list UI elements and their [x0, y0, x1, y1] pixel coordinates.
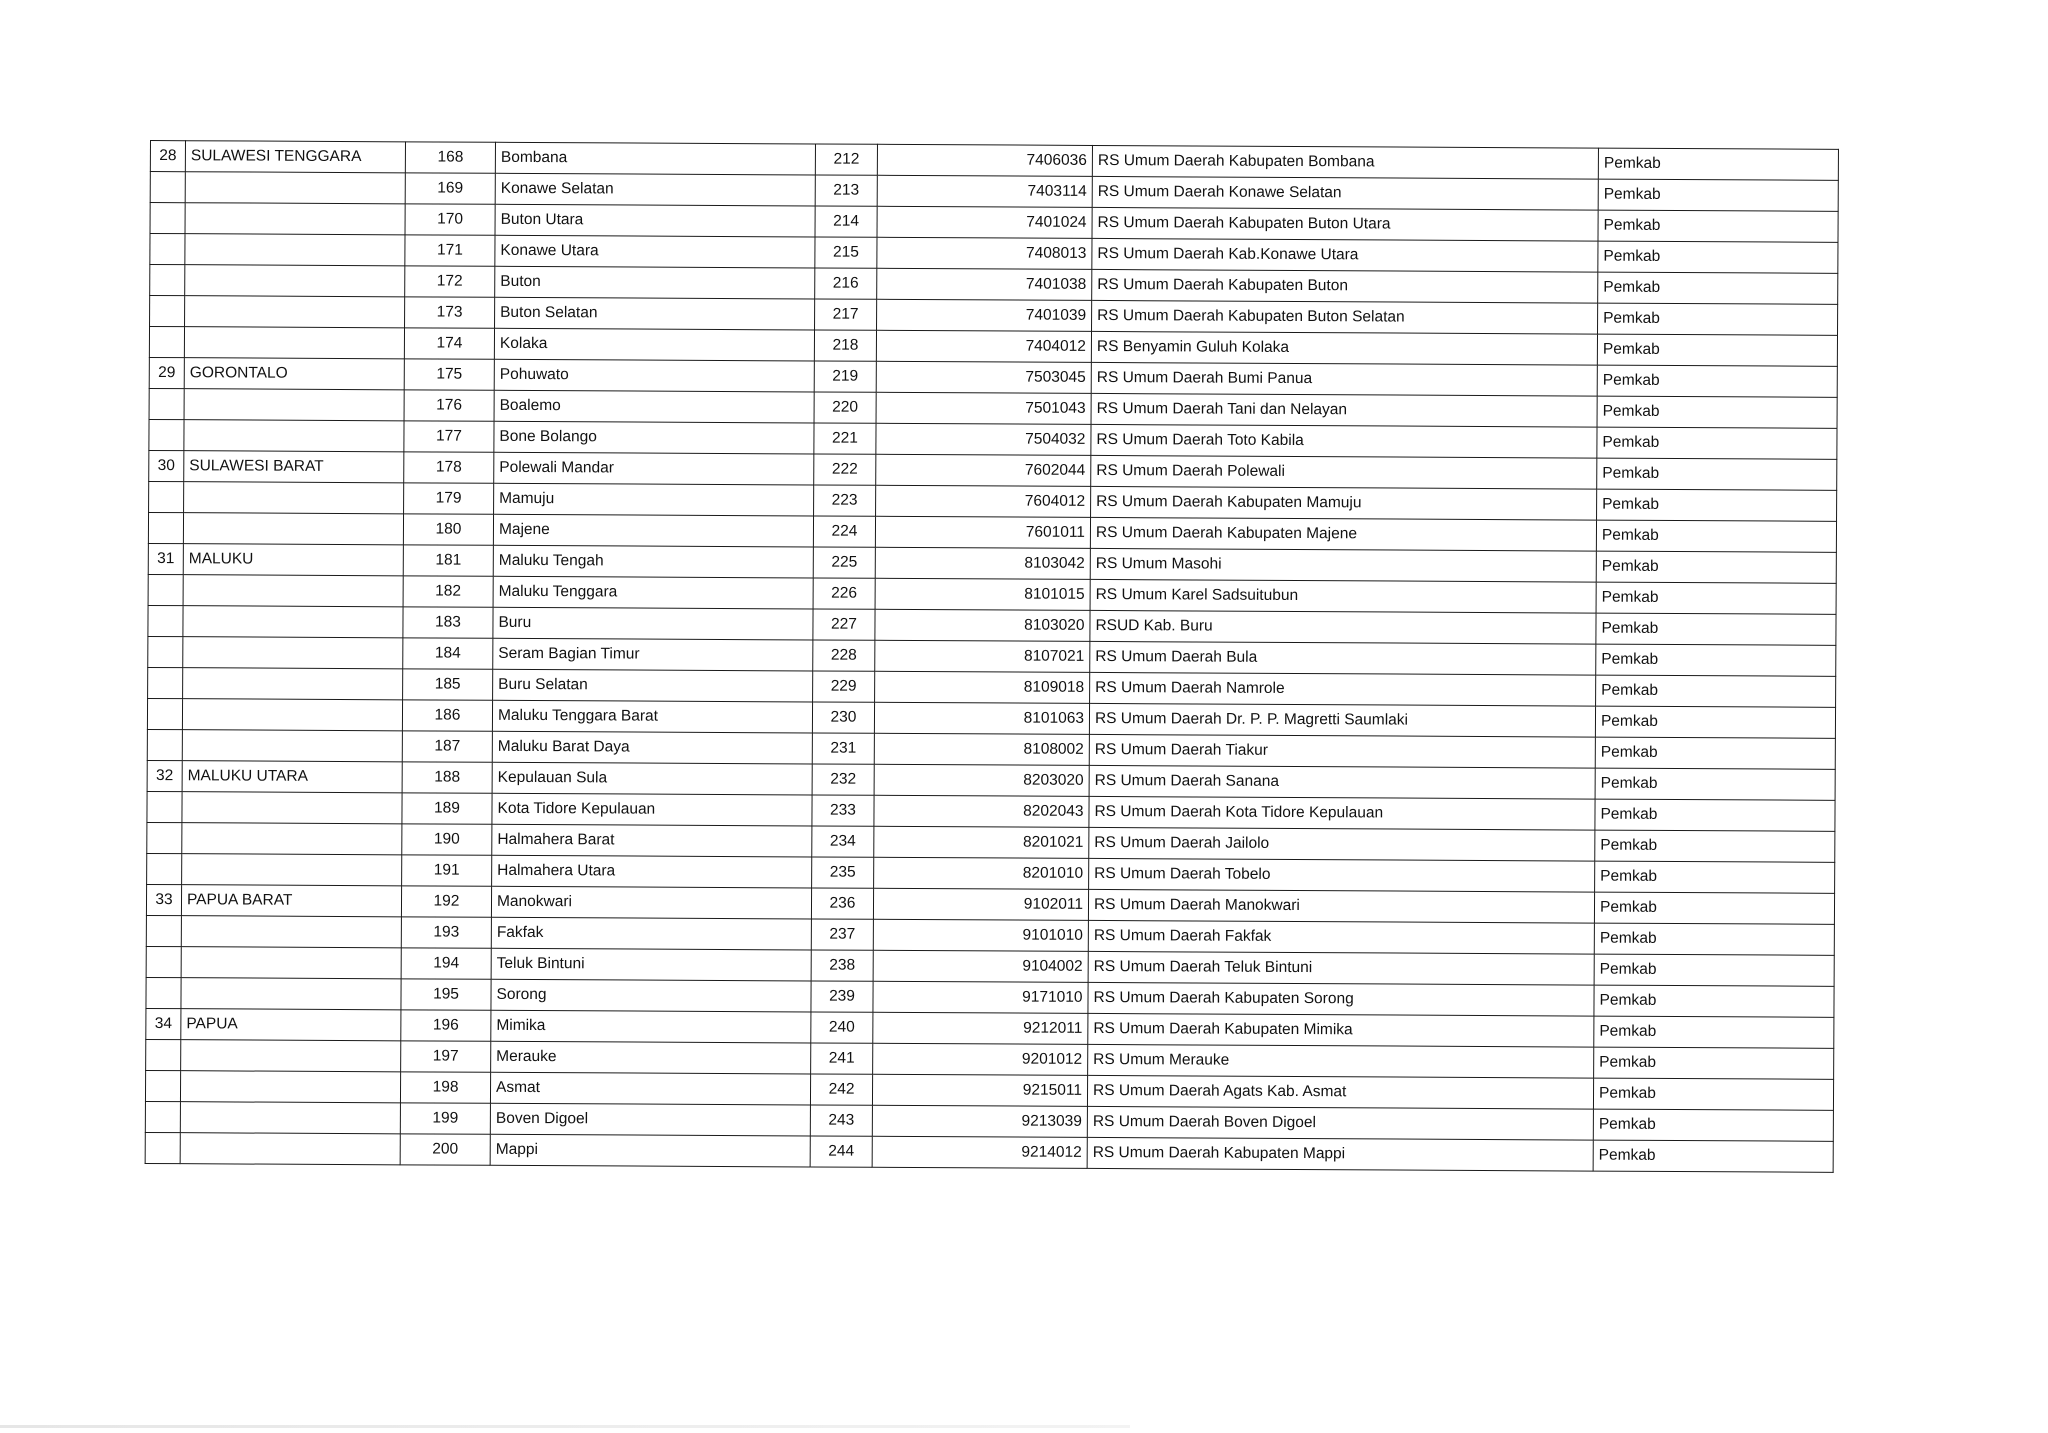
hospital-code-cell: 9212011 [873, 1012, 1088, 1044]
hospital-number-cell: 222 [814, 454, 876, 485]
province-name-cell [180, 1102, 400, 1134]
province-number-cell [150, 203, 185, 234]
province-name-cell [182, 854, 402, 886]
province-number-cell [149, 419, 184, 450]
province-name-cell [180, 1133, 400, 1165]
hospital-number-cell: 228 [813, 640, 875, 671]
regency-number-cell: 200 [400, 1134, 490, 1165]
hospital-code-cell: 8107021 [875, 640, 1090, 672]
hospital-code-cell: 7401038 [877, 268, 1092, 300]
hospital-name-cell: RS Umum Daerah Bula [1090, 641, 1596, 675]
regency-name-cell: Sorong [491, 979, 811, 1012]
hospital-number-cell: 224 [813, 516, 875, 547]
hospital-code-cell: 9104002 [873, 950, 1088, 982]
hospital-name-cell: RS Umum Daerah Kabupaten Buton [1092, 269, 1598, 303]
province-number-cell [150, 296, 185, 327]
regency-number-cell: 171 [405, 235, 495, 266]
province-number-cell [148, 574, 183, 605]
province-number-cell: 32 [147, 760, 182, 791]
regency-name-cell: Bone Bolango [494, 421, 814, 454]
ownership-cell: Pemkab [1594, 1016, 1834, 1048]
hospital-name-cell: RS Umum Daerah Polewali [1091, 455, 1597, 489]
ownership-cell: Pemkab [1596, 520, 1836, 552]
hospital-code-cell: 8203020 [874, 764, 1089, 796]
regency-number-cell: 188 [402, 762, 492, 793]
hospital-code-cell: 8103020 [875, 609, 1090, 641]
hospital-number-cell: 214 [815, 206, 877, 237]
hospital-code-cell: 8201021 [874, 826, 1089, 858]
province-number-cell [150, 265, 185, 296]
province-name-cell: SULAWESI TENGGARA [185, 141, 405, 173]
regency-name-cell: Bombana [495, 142, 815, 175]
hospital-code-cell: 8108002 [874, 733, 1089, 765]
hospital-number-cell: 223 [814, 485, 876, 516]
regency-name-cell: Merauke [491, 1041, 811, 1074]
province-name-cell [183, 575, 403, 607]
province-name-cell [185, 172, 405, 204]
hospital-number-cell: 239 [811, 981, 873, 1012]
ownership-cell: Pemkab [1595, 861, 1835, 893]
ownership-cell: Pemkab [1596, 551, 1836, 583]
hospital-name-cell: RS Umum Daerah Dr. P. P. Magretti Saumlaki [1089, 703, 1595, 737]
province-number-cell [150, 172, 185, 203]
hospital-number-cell: 221 [814, 423, 876, 454]
province-number-cell [148, 512, 183, 543]
hospital-name-cell: RS Umum Daerah Kabupaten Buton Utara [1092, 207, 1598, 241]
regency-name-cell: Seram Bagian Timur [493, 638, 813, 671]
regency-number-cell: 191 [402, 855, 492, 886]
regency-name-cell: Maluku Tenggara Barat [492, 700, 812, 733]
hospital-number-cell: 233 [812, 795, 874, 826]
regency-number-cell: 190 [402, 824, 492, 855]
regency-name-cell: Kolaka [494, 328, 814, 361]
regency-number-cell: 194 [401, 948, 491, 979]
regency-number-cell: 199 [400, 1103, 490, 1134]
regency-number-cell: 198 [400, 1072, 490, 1103]
hospital-code-cell: 7408013 [877, 237, 1092, 269]
hospital-name-cell: RS Umum Daerah Konawe Selatan [1092, 176, 1598, 210]
province-name-cell [182, 792, 402, 824]
ownership-cell: Pemkab [1597, 458, 1837, 490]
hospital-name-cell: RS Umum Daerah Namrole [1090, 672, 1596, 706]
ownership-cell: Pemkab [1594, 892, 1834, 924]
province-name-cell [184, 327, 404, 359]
regency-number-cell: 193 [401, 917, 491, 948]
hospital-number-cell: 229 [813, 671, 875, 702]
province-number-cell [146, 946, 181, 977]
regency-name-cell: Mimika [491, 1010, 811, 1043]
hospital-name-cell: RS Benyamin Guluh Kolaka [1091, 331, 1597, 365]
hospital-name-cell: RS Umum Daerah Bumi Panua [1091, 362, 1597, 396]
ownership-cell: Pemkab [1593, 1078, 1833, 1110]
regency-number-cell: 184 [403, 638, 493, 669]
hospital-name-cell: RS Umum Daerah Tobelo [1089, 858, 1595, 892]
province-name-cell [182, 823, 402, 855]
regency-name-cell: Halmahera Barat [492, 824, 812, 857]
province-number-cell [150, 234, 185, 265]
regency-number-cell: 168 [405, 142, 495, 173]
hospital-name-cell: RS Umum Daerah Manokwari [1088, 889, 1594, 923]
hospital-number-cell: 230 [812, 702, 874, 733]
province-number-cell [147, 729, 182, 760]
province-name-cell [183, 606, 403, 638]
hospital-name-cell: RS Umum Daerah Tani dan Nelayan [1091, 393, 1597, 427]
regency-name-cell: Maluku Barat Daya [492, 731, 812, 764]
hospital-code-cell: 9213039 [872, 1105, 1087, 1137]
province-name-cell [183, 637, 403, 669]
hospital-number-cell: 227 [813, 609, 875, 640]
ownership-cell: Pemkab [1594, 954, 1834, 986]
hospital-table [145, 140, 1839, 1173]
regency-name-cell: Kota Tidore Kepulauan [492, 793, 812, 826]
regency-name-cell: Boalemo [494, 390, 814, 423]
ownership-cell: Pemkab [1593, 1109, 1833, 1141]
ownership-cell: Pemkab [1597, 489, 1837, 521]
hospital-number-cell: 215 [815, 237, 877, 268]
table-body [145, 141, 1838, 1173]
hospital-code-cell: 7406036 [877, 144, 1092, 176]
regency-number-cell: 178 [404, 452, 494, 483]
regency-name-cell: Maluku Tengah [493, 545, 813, 578]
province-number-cell [146, 915, 181, 946]
hospital-number-cell: 237 [811, 919, 873, 950]
hospital-code-cell: 8103042 [875, 547, 1090, 579]
hospital-name-cell: RS Umum Daerah Tiakur [1089, 734, 1595, 768]
ownership-cell: Pemkab [1595, 706, 1835, 738]
hospital-name-cell: RS Umum Daerah Kabupaten Mimika [1088, 1013, 1594, 1047]
ownership-cell: Pemkab [1598, 241, 1838, 273]
ownership-cell: Pemkab [1597, 365, 1837, 397]
hospital-code-cell: 7401039 [877, 299, 1092, 331]
province-number-cell [147, 791, 182, 822]
hospital-number-cell: 220 [814, 392, 876, 423]
hospital-code-cell: 7601011 [875, 516, 1090, 548]
province-name-cell: PAPUA BARAT [181, 885, 401, 917]
regency-number-cell: 179 [404, 483, 494, 514]
hospital-code-cell: 9102011 [873, 888, 1088, 920]
ownership-cell: Pemkab [1598, 210, 1838, 242]
regency-number-cell: 186 [402, 700, 492, 731]
province-number-cell [148, 636, 183, 667]
province-name-cell [184, 389, 404, 421]
province-number-cell [149, 388, 184, 419]
province-number-cell: 33 [146, 884, 181, 915]
hospital-number-cell: 213 [815, 175, 877, 206]
regency-number-cell: 185 [403, 669, 493, 700]
province-number-cell [147, 822, 182, 853]
ownership-cell: Pemkab [1597, 334, 1837, 366]
regency-number-cell: 169 [405, 173, 495, 204]
hospital-name-cell: RS Umum Daerah Teluk Bintuni [1088, 951, 1594, 985]
regency-number-cell: 172 [405, 266, 495, 297]
province-name-cell [181, 947, 401, 979]
province-name-cell [185, 203, 405, 235]
hospital-code-cell: 7404012 [876, 330, 1091, 362]
hospital-code-cell: 9201012 [873, 1043, 1088, 1075]
regency-name-cell: Buton Utara [495, 204, 815, 237]
ownership-cell: Pemkab [1595, 768, 1835, 800]
hospital-name-cell: RS Umum Daerah Kota Tidore Kepulauan [1089, 796, 1595, 830]
regency-number-cell: 175 [404, 359, 494, 390]
hospital-name-cell: RS Umum Daerah Kabupaten Majene [1090, 517, 1596, 551]
hospital-name-cell: RS Umum Masohi [1090, 548, 1596, 582]
province-name-cell [183, 513, 403, 545]
province-name-cell [181, 1040, 401, 1072]
province-name-cell [183, 668, 403, 700]
regency-name-cell: Boven Digoel [490, 1103, 810, 1136]
ownership-cell: Pemkab [1596, 675, 1836, 707]
regency-name-cell: Buton [495, 266, 815, 299]
regency-number-cell: 174 [404, 328, 494, 359]
province-number-cell [149, 327, 184, 358]
regency-number-cell: 176 [404, 390, 494, 421]
ownership-cell: Pemkab [1598, 179, 1838, 211]
regency-number-cell: 181 [403, 545, 493, 576]
hospital-name-cell: RS Umum Merauke [1088, 1044, 1594, 1078]
hospital-number-cell: 225 [813, 547, 875, 578]
regency-number-cell: 189 [402, 793, 492, 824]
province-number-cell [148, 667, 183, 698]
ownership-cell: Pemkab [1597, 396, 1837, 428]
ownership-cell: Pemkab [1598, 148, 1838, 180]
hospital-name-cell: RS Umum Daerah Kabupaten Mamuju [1091, 486, 1597, 520]
regency-name-cell: Manokwari [491, 886, 811, 919]
hospital-code-cell: 7501043 [876, 392, 1091, 424]
hospital-code-cell: 8202043 [874, 795, 1089, 827]
province-name-cell [181, 978, 401, 1010]
province-number-cell [145, 1101, 180, 1132]
province-name-cell [181, 916, 401, 948]
regency-number-cell: 173 [405, 297, 495, 328]
province-name-cell [180, 1071, 400, 1103]
regency-name-cell: Maluku Tenggara [493, 576, 813, 609]
province-number-cell: 31 [148, 543, 183, 574]
regency-name-cell: Teluk Bintuni [491, 948, 811, 981]
ownership-cell: Pemkab [1598, 303, 1838, 335]
hospital-name-cell: RS Umum Daerah Kabupaten Mappi [1087, 1137, 1593, 1171]
province-name-cell [182, 730, 402, 762]
scan-edge-line [0, 1425, 1130, 1428]
hospital-number-cell: 244 [810, 1136, 872, 1167]
province-number-cell [146, 1039, 181, 1070]
hospital-name-cell: RS Umum Daerah Fakfak [1088, 920, 1594, 954]
province-number-cell [147, 853, 182, 884]
hospital-number-cell: 243 [810, 1105, 872, 1136]
province-name-cell [182, 699, 402, 731]
regency-number-cell: 180 [403, 514, 493, 545]
ownership-cell: Pemkab [1595, 830, 1835, 862]
province-number-cell: 29 [149, 357, 184, 388]
hospital-name-cell: RS Umum Daerah Sanana [1089, 765, 1595, 799]
hospital-code-cell: 9171010 [873, 981, 1088, 1013]
hospital-name-cell: RS Umum Daerah Kabupaten Sorong [1088, 982, 1594, 1016]
province-name-cell: PAPUA [181, 1009, 401, 1041]
hospital-code-cell: 8101063 [874, 702, 1089, 734]
province-name-cell [185, 234, 405, 266]
hospital-name-cell: RSUD Kab. Buru [1090, 610, 1596, 644]
regency-name-cell: Buton Selatan [495, 297, 815, 330]
ownership-cell: Pemkab [1596, 644, 1836, 676]
province-number-cell [145, 1070, 180, 1101]
ownership-cell: Pemkab [1595, 737, 1835, 769]
province-name-cell: MALUKU UTARA [182, 761, 402, 793]
hospital-name-cell: RS Umum Daerah Jailolo [1089, 827, 1595, 861]
hospital-name-cell: RS Umum Daerah Agats Kab. Asmat [1087, 1075, 1593, 1109]
hospital-number-cell: 240 [811, 1012, 873, 1043]
regency-name-cell: Pohuwato [494, 359, 814, 392]
hospital-number-cell: 242 [810, 1074, 872, 1105]
hospital-name-cell: RS Umum Daerah Kabupaten Buton Selatan [1092, 300, 1598, 334]
hospital-code-cell: 8101015 [875, 578, 1090, 610]
hospital-number-cell: 212 [815, 144, 877, 175]
hospital-code-cell: 7401024 [877, 206, 1092, 238]
province-number-cell [148, 605, 183, 636]
hospital-code-cell: 9101010 [873, 919, 1088, 951]
regency-name-cell: Buru [493, 607, 813, 640]
ownership-cell: Pemkab [1597, 427, 1837, 459]
hospital-name-cell: RS Umum Daerah Kabupaten Bombana [1092, 145, 1598, 179]
regency-number-cell: 187 [402, 731, 492, 762]
regency-name-cell: Mappi [490, 1134, 810, 1167]
regency-name-cell: Fakfak [491, 917, 811, 950]
province-number-cell: 34 [146, 1008, 181, 1039]
regency-name-cell: Halmahera Utara [492, 855, 812, 888]
regency-name-cell: Buru Selatan [493, 669, 813, 702]
hospital-name-cell: RS Umum Daerah Boven Digoel [1087, 1106, 1593, 1140]
hospital-number-cell: 219 [814, 361, 876, 392]
province-name-cell [184, 420, 404, 452]
province-number-cell: 28 [150, 141, 185, 172]
ownership-cell: Pemkab [1595, 799, 1835, 831]
hospital-code-cell: 8109018 [875, 671, 1090, 703]
ownership-cell: Pemkab [1593, 1140, 1833, 1172]
regency-name-cell: Konawe Selatan [495, 173, 815, 206]
ownership-cell: Pemkab [1596, 582, 1836, 614]
hospital-number-cell: 236 [811, 888, 873, 919]
regency-name-cell: Majene [493, 514, 813, 547]
hospital-code-cell: 7504032 [876, 423, 1091, 455]
regency-number-cell: 183 [403, 607, 493, 638]
hospital-code-cell: 9215011 [872, 1074, 1087, 1106]
regency-number-cell: 177 [404, 421, 494, 452]
regency-name-cell: Polewali Mandar [494, 452, 814, 485]
province-name-cell: SULAWESI BARAT [184, 451, 404, 483]
hospital-number-cell: 241 [811, 1043, 873, 1074]
province-number-cell: 30 [149, 450, 184, 481]
hospital-number-cell: 234 [812, 826, 874, 857]
province-number-cell [149, 481, 184, 512]
regency-name-cell: Mamuju [494, 483, 814, 516]
hospital-number-cell: 232 [812, 764, 874, 795]
province-name-cell: MALUKU [183, 544, 403, 576]
regency-number-cell: 182 [403, 576, 493, 607]
hospital-code-cell: 8201010 [874, 857, 1089, 889]
regency-number-cell: 197 [401, 1041, 491, 1072]
province-name-cell [184, 482, 404, 514]
hospital-code-cell: 9214012 [872, 1136, 1087, 1168]
hospital-code-cell: 7604012 [876, 485, 1091, 517]
province-number-cell [147, 698, 182, 729]
ownership-cell: Pemkab [1596, 613, 1836, 645]
regency-name-cell: Asmat [490, 1072, 810, 1105]
hospital-number-cell: 231 [812, 733, 874, 764]
hospital-name-cell: RS Umum Daerah Kab.Konawe Utara [1092, 238, 1598, 272]
hospital-number-cell: 235 [812, 857, 874, 888]
province-name-cell [185, 265, 405, 297]
hospital-code-cell: 7602044 [876, 454, 1091, 486]
hospital-name-cell: RS Umum Daerah Toto Kabila [1091, 424, 1597, 458]
province-number-cell [146, 977, 181, 1008]
province-number-cell [145, 1132, 180, 1163]
regency-name-cell: Konawe Utara [495, 235, 815, 268]
province-name-cell [185, 296, 405, 328]
regency-number-cell: 170 [405, 204, 495, 235]
ownership-cell: Pemkab [1598, 272, 1838, 304]
ownership-cell: Pemkab [1594, 923, 1834, 955]
ownership-cell: Pemkab [1594, 1047, 1834, 1079]
hospital-code-cell: 7503045 [876, 361, 1091, 393]
regency-number-cell: 192 [401, 886, 491, 917]
regency-number-cell: 196 [401, 1010, 491, 1041]
hospital-number-cell: 216 [815, 268, 877, 299]
regency-name-cell: Kepulauan Sula [492, 762, 812, 795]
hospital-name-cell: RS Umum Karel Sadsuitubun [1090, 579, 1596, 613]
hospital-code-cell: 7403114 [877, 175, 1092, 207]
province-name-cell: GORONTALO [184, 358, 404, 390]
hospital-number-cell: 226 [813, 578, 875, 609]
hospital-number-cell: 238 [811, 950, 873, 981]
regency-number-cell: 195 [401, 979, 491, 1010]
ownership-cell: Pemkab [1594, 985, 1834, 1017]
hospital-number-cell: 217 [815, 299, 877, 330]
hospital-number-cell: 218 [814, 330, 876, 361]
